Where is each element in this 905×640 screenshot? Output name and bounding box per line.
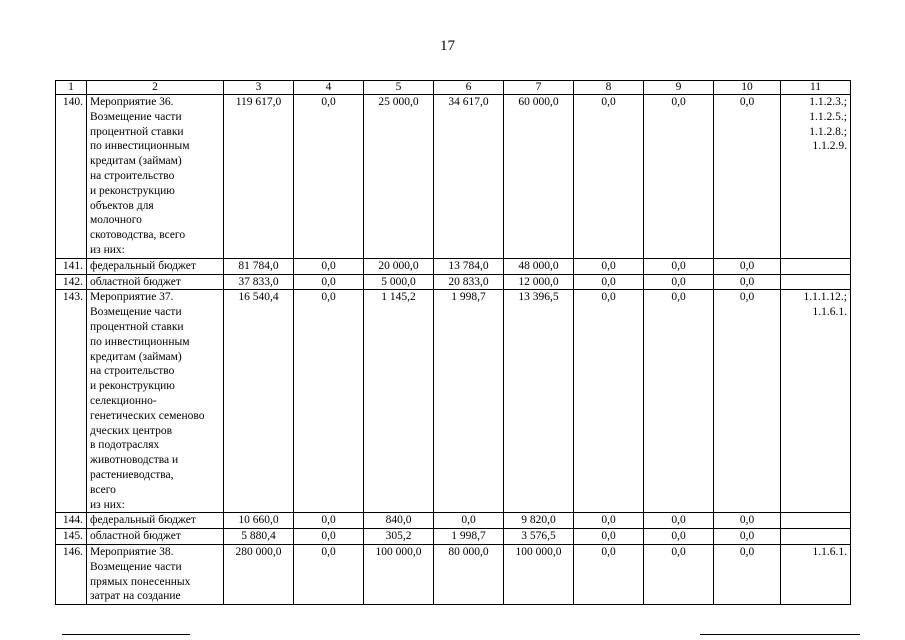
row-value: 81 784,0 [224,258,294,274]
row-value: 100 000,0 [504,544,574,604]
row-value: 305,2 [364,529,434,545]
row-number: 142. [56,274,87,290]
row-value: 0,0 [294,274,364,290]
row-value: 0,0 [294,513,364,529]
column-header: 9 [644,81,714,95]
row-value: 0,0 [574,529,644,545]
row-value: 0,0 [714,274,781,290]
row-number: 145. [56,529,87,545]
row-value: 0,0 [714,258,781,274]
row-value: 16 540,4 [224,290,294,513]
row-name: областной бюджет [87,274,224,290]
row-number: 146. [56,544,87,604]
row-value: 25 000,0 [364,95,434,259]
row-value: 280 000,0 [224,544,294,604]
row-value: 0,0 [574,95,644,259]
row-value: 1 998,7 [434,290,504,513]
row-value: 5 000,0 [364,274,434,290]
table-row [56,513,851,529]
column-header: 4 [294,81,364,95]
row-name: областной бюджет [87,529,224,545]
column-header: 6 [434,81,504,95]
row-value: 37 833,0 [224,274,294,290]
row-reference: 1.1.1.12.; 1.1.6.1. [781,290,851,513]
row-value: 0,0 [574,290,644,513]
scan-edge-line-left [62,634,190,635]
row-value: 34 617,0 [434,95,504,259]
row-value: 0,0 [294,544,364,604]
row-value: 0,0 [294,290,364,513]
row-value: 5 880,4 [224,529,294,545]
scan-edge-line-right [700,634,860,635]
column-header: 11 [781,81,851,95]
page-number: 17 [440,38,455,54]
row-value: 0,0 [644,290,714,513]
row-value: 0,0 [714,95,781,259]
row-value: 1 145,2 [364,290,434,513]
row-value: 0,0 [574,544,644,604]
row-reference [781,258,851,274]
row-value: 0,0 [714,544,781,604]
row-value: 0,0 [644,258,714,274]
row-value: 9 820,0 [504,513,574,529]
header-row [56,81,851,95]
row-value: 13 784,0 [434,258,504,274]
row-number: 140. [56,95,87,259]
row-value: 80 000,0 [434,544,504,604]
column-header: 8 [574,81,644,95]
row-name: Мероприятие 36. Возмещение части процентной ставки по инвестиционным кредитам (займам) на строительство и реконструкцию объектов для молочного скотоводства, всего из них: [87,95,224,259]
row-value: 0,0 [644,529,714,545]
column-header: 3 [224,81,294,95]
row-name: Мероприятие 38. Возмещение части прямых понесенных затрат на создание [87,544,224,604]
column-header: 7 [504,81,574,95]
row-number: 144. [56,513,87,529]
row-number: 141. [56,258,87,274]
row-value: 0,0 [644,544,714,604]
row-value: 20 000,0 [364,258,434,274]
row-value: 0,0 [574,258,644,274]
table-row [56,529,851,545]
column-header: 10 [714,81,781,95]
row-value: 100 000,0 [364,544,434,604]
row-value: 10 660,0 [224,513,294,529]
row-value: 840,0 [364,513,434,529]
row-value: 0,0 [644,274,714,290]
row-reference: 1.1.2.3.; 1.1.2.5.; 1.1.2.8.; 1.1.2.9. [781,95,851,259]
row-value: 0,0 [294,258,364,274]
table-row [56,95,851,259]
row-name: федеральный бюджет [87,513,224,529]
row-value: 3 576,5 [504,529,574,545]
row-reference: 1.1.6.1. [781,544,851,604]
row-value: 0,0 [574,274,644,290]
row-value: 0,0 [574,513,644,529]
column-header: 1 [56,81,87,95]
row-value: 60 000,0 [504,95,574,259]
table-row [56,274,851,290]
program-table [55,80,851,605]
row-value: 0,0 [714,290,781,513]
row-value: 12 000,0 [504,274,574,290]
row-value: 0,0 [714,513,781,529]
row-name: федеральный бюджет [87,258,224,274]
table-row [56,544,851,604]
row-name: Мероприятие 37. Возмещение части процентной ставки по инвестиционным кредитам (займам) на строительство и реконструкцию селекционно- генетических семеново дческих центров в подотраслях животноводства и растениеводства, всего из них: [87,290,224,513]
row-value: 0,0 [434,513,504,529]
column-header: 5 [364,81,434,95]
row-value: 0,0 [644,95,714,259]
row-reference [781,513,851,529]
row-value: 119 617,0 [224,95,294,259]
row-value: 20 833,0 [434,274,504,290]
row-value: 48 000,0 [504,258,574,274]
row-value: 0,0 [294,529,364,545]
table-row [56,258,851,274]
row-value: 0,0 [294,95,364,259]
column-header: 2 [87,81,224,95]
table-row [56,290,851,513]
row-value: 13 396,5 [504,290,574,513]
row-value: 1 998,7 [434,529,504,545]
row-number: 143. [56,290,87,513]
row-value: 0,0 [644,513,714,529]
row-value: 0,0 [714,529,781,545]
row-reference [781,529,851,545]
row-reference [781,274,851,290]
